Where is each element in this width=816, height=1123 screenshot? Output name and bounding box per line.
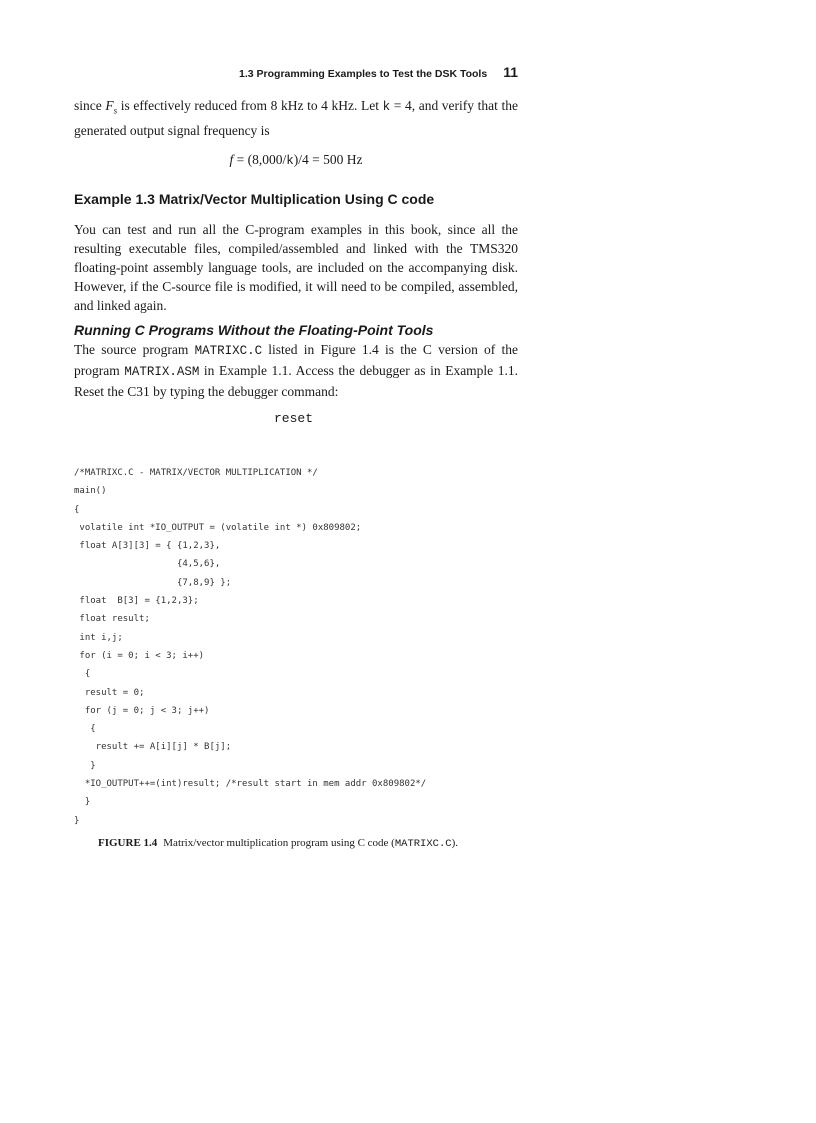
running-paragraph: The source program MATRIXC.C listed in Figure 1.4 is the C version of the program MATRIX.ASM in Example 1.1. Access the debugger as in Example 1.1. Reset the C31 by typing the debugger command: [74,342,519,399]
fs-symbol: F [105,98,114,113]
running-header [74,64,518,80]
subsection-heading: Running C Programs Without the Floating-Point Tools [74,322,434,338]
figure-label: FIGURE 1.4 [98,837,158,849]
intro-paragraph: since $F_s$ is effectively reduced from 8 kHz to 4 kHz. Let k = 4, and verify that the generated output signal frequency is [74,98,518,138]
code-listing: /*MATRIXC.C - MATRIX/VECTOR MULTIPLICATION */ main() { volatile int *IO_OUTPUT = (volatile int *) 0x809802; float A[3][3] = { {1,2,3}, {4,5,6}, {7,8,9} }; float B[3] = {1,2,3}; float result; int i,j; for (i = 0; i < 3; i++) { result = 0; for (j = 0; j < 3; j++) { result += A[i][j] * B[j]; } *IO_OUTPUT++=(int)result; /*result start in mem addr 0x809802*/ } } [74,468,427,826]
page-number: 11 [503,64,518,80]
file-name: MATRIX.ASM [124,365,200,379]
section-title: 1.3 Programming Examples to Test the DSK Tools [239,68,488,80]
file-name: MATRIXC.C [194,344,263,358]
figure-caption: FIGURE 1.4 Matrix/vector multiplication program using C code (MATRIXC.C). [98,837,458,850]
frequency-equation: f = (8,000/k)/4 = 500 Hz [229,152,363,168]
example-paragraph: You can test and run all the C-program examples in this book, since all the resulting executable files, compiled/assembled and linked with the TMS320 floating-point assembly language tools, are included on the accompanying disk. However, if the C-source file is modified, it will need to be compiled, assembled, and linked again. [74,222,518,313]
example-heading: Example 1.3 Matrix/Vector Multiplication Using C code [74,191,435,207]
debugger-command: reset [274,411,314,426]
